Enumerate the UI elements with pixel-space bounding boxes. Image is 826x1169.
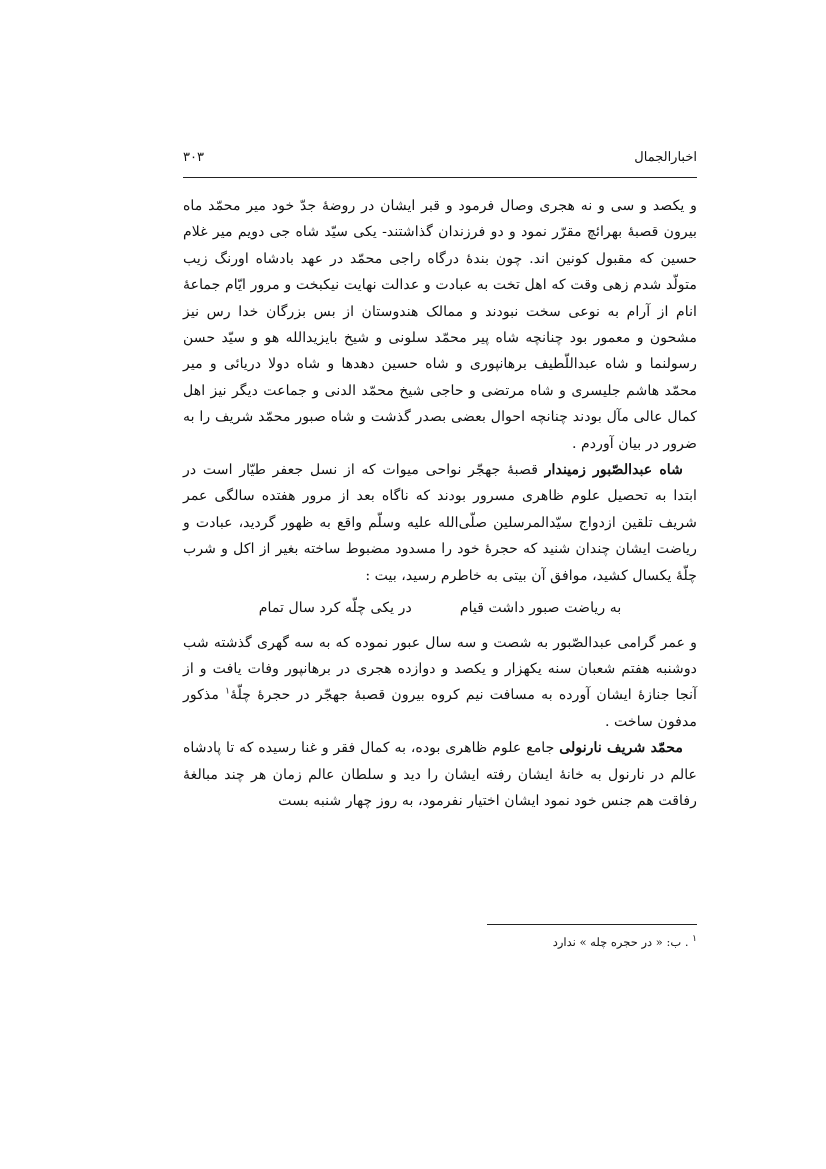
page-number: ۳۰۳ <box>183 150 204 165</box>
paragraph-4 <box>183 735 697 814</box>
paragraph-3-tail: مذکور مدفون ساخت . <box>183 687 697 730</box>
verse <box>183 595 697 621</box>
heading-name-abdussabur: شاه عبدالصّبور زمیندار <box>544 462 684 479</box>
running-header <box>183 150 697 172</box>
verse-hemistich-left: در یکی چلّه کرد سال تمام <box>258 600 412 617</box>
footnote-reference[interactable]: ۱ <box>225 686 230 697</box>
paragraph-1: و یکصد و سی و نه هجری وصال فرمود و قبر ایشان در روضهٔ جدّ خود میر محمّد ماه بیرون قصبهٔ بهرائچ مقرّر نمود و دو فرزندان گذاشتند- یکی سیّد شاه جی دویم میر غلام حسین که مقبول کونین اند. چون بندهٔ درگاه راجی محمّد در عهد بادشاه اورنگ زیب متولّد شدم زهی وقت که اهل تخت به عبادت و عدالت نهایت نیکبخت و مرور ایّام جماعهٔ انام از آرام به نوعی سخت نبودند و ممالک هندوستان از بس بزرگان خدا رس نیز مشحون و معمور بود چنانچه شاه پیر محمّد سلونی و شیخ بایزیدالله هو و سیّد حسن رسولنما و شاه عبداللّطیف برهانپوری و شاه حسین دهدها و شاه دولا دریائی و میر محمّد هاشم جلیسری و شاه مرتضی و حاجی شیخ محمّد الدنی و جماعت دیگر نیز اهل کمال عالی مآل بودند چنانچه احوال بعضی بصدر گذشت و شاه صبور محمّد شریف را به ضرور در بیان آوردم . <box>183 198 697 452</box>
paragraph-2 <box>183 457 697 589</box>
header-rule <box>183 177 697 178</box>
footnote-marker: ۱ <box>692 934 697 945</box>
paragraph-2-text: قصبهٔ جهجّر نواحی میوات که از نسل جعفر طیّار است در ابتدا به تحصیل علوم ظاهری مسرور بودند که ناگاه بعد از مرور هفتده سالگی عمر شریف تلقین ازدواج سیّدالمرسلین صلّی‌الله علیه وسلّم واقع به ظهور گردید، عبادت و ریاضت ایشان چندان شنید که حجرهٔ خود را مسدود مضبوط ساخته بغیر از اکل و شرب چلّهٔ یکسال کشید، موافق آن بیتی به خاطرم رسید، بیت : <box>183 462 697 584</box>
verse-hemistich-right: به ریاضت صبور داشت قیام <box>459 600 622 617</box>
book-title: اخبارالجمال <box>634 150 697 165</box>
heading-name-muhammad-sharif: محمّد شریف نارنولی <box>559 740 683 757</box>
paragraph-4-text: جامع علوم ظاهری بوده، به کمال فقر و غنا رسیده که تا پادشاه عالم در نارنول به خانهٔ ایشان رفته ایشان را دید و سلطان عالم زمان هر چند مبالغهٔ رفاقت هم جنس خود نمود ایشان اختیار نفرمود، به روز چهار شنبه بست <box>183 740 697 809</box>
paragraph-3 <box>183 630 697 736</box>
footnote-text: . ب: « در حجره چله » ندارد <box>552 935 689 949</box>
footnote <box>183 933 697 951</box>
paragraph-3-text: و عمر گرامی عبدالصّبور به شصت و سه سال عبور نموده که به سه گهری گذشته شب دوشنبه هفتم شعبان سنه یکهزار و یکصد و دوازده هجری در برهانپور وفات یافت و از آنجا جنازهٔ ایشان آورده به مسافت نیم کروه بیرون قصبهٔ جهجّر در حجرهٔ چلّهٔ <box>183 634 697 704</box>
main-text <box>183 193 697 814</box>
footnote-rule <box>487 924 697 925</box>
